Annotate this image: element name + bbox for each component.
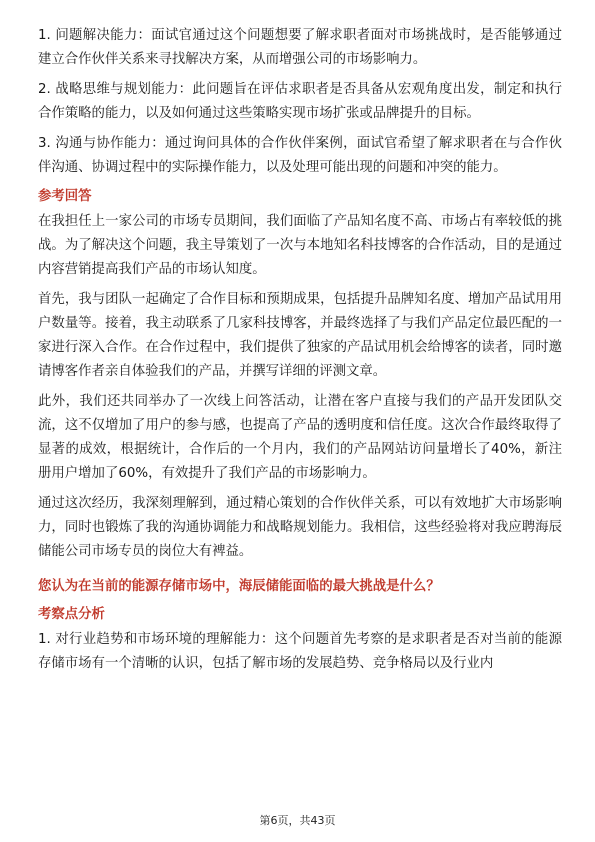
point-problem-solving: 1. 问题解决能力：面试官通过这个问题想要了解求职者面对市场挑战时，是否能够通过建立合作伙伴关系来寻找解决方案，从而增强公司的市场影响力。 bbox=[38, 28, 562, 67]
page-content bbox=[38, 24, 562, 682]
reference-answer-heading: 参考回答 bbox=[38, 189, 92, 204]
analysis-point: 1. 对行业趋势和市场环境的理解能力：这个问题首先考察的是求职者是否对当前的能源存储市场有一个清晰的认识，包括了解市场的发展趋势、竞争格局以及行业内 bbox=[38, 632, 562, 671]
point-communication: 3. 沟通与协作能力：通过询问具体的合作伙伴案例，面试官希望了解求职者在与合作伙伴沟通、协调过程中的实际操作能力，以及处理可能出现的问题和冲突的能力。 bbox=[38, 136, 562, 175]
page-number: 第6页，共43页 bbox=[259, 814, 336, 827]
reference-paragraph: 此外，我们还共同举办了一次线上问答活动，让潜在客户直接与我们的产品开发团队交流，这不仅增加了用户的参与感，也提高了产品的透明度和信任度。这次合作最终取得了显著的成效，根据统计，合作后的一个月内，我们的产品网站访问量增长了40%，新注册用户增加了60%，有效提升了我们产品的市场影响力。 bbox=[38, 394, 562, 481]
question-heading: 您认为在当前的能源存储市场中，海辰储能面临的最大挑战是什么？ bbox=[38, 579, 440, 594]
reference-paragraph: 通过这次经历，我深刻理解到，通过精心策划的合作伙伴关系，可以有效地扩大市场影响力，同时也锻炼了我的沟通协调能力和战略规划能力。我相信，这些经验将对我应聘海辰储能公司市场专员的岗位大有裨益。 bbox=[38, 496, 562, 559]
point-strategic-thinking: 2. 战略思维与规划能力：此问题旨在评估求职者是否具备从宏观角度出发，制定和执行合作策略的能力，以及如何通过这些策略实现市场扩张或品牌提升的目标。 bbox=[38, 82, 562, 121]
reference-paragraph: 在我担任上一家公司的市场专员期间，我们面临了产品知名度不高、市场占有率较低的挑战。为了解决这个问题，我主导策划了一次与本地知名科技博客的合作活动，目的是通过内容营销提高我们产品的市场认知度。 bbox=[38, 214, 562, 277]
analysis-heading: 考察点分析 bbox=[38, 607, 105, 622]
reference-paragraph: 首先，我与团队一起确定了合作目标和预期成果，包括提升品牌知名度、增加产品试用用户数量等。接着，我主动联系了几家科技博客，并最终选择了与我们产品定位最匹配的一家进行深入合作。在合作过程中，我们提供了独家的产品试用机会给博客的读者，同时邀请博客作者亲自体验我们的产品，并撰写详细的评测文章。 bbox=[38, 292, 562, 379]
